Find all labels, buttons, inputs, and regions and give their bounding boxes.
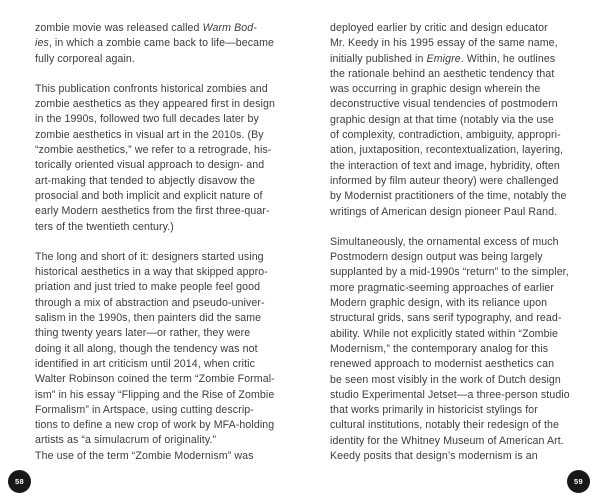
text-line xyxy=(330,113,593,128)
body-text: priation and just tried to make people feel good xyxy=(35,281,261,294)
body-text: . Within, he outlines xyxy=(460,52,556,65)
text-line xyxy=(35,372,298,387)
right-page-text-column xyxy=(330,21,593,464)
body-text: Postmodern design output was being largely xyxy=(330,251,543,264)
body-text: deconstructive visual tendencies of postmodern xyxy=(330,98,558,111)
body-text: salism in the 1990s, then painters did the same xyxy=(35,312,262,325)
body-text: This publication confronts historical zombies and xyxy=(35,82,268,95)
body-text: Formalism” in Artspace, using cutting descrip- xyxy=(35,403,254,416)
text-line xyxy=(330,403,593,418)
text-line xyxy=(35,204,298,219)
body-text: Modernism,” the contemporary analog for this xyxy=(330,342,549,355)
text-line xyxy=(35,342,298,357)
text-line xyxy=(330,159,593,174)
body-text: ation, juxtaposition, recontextualization, layering, xyxy=(330,144,564,157)
body-text: fully corporeal again. xyxy=(35,52,135,65)
text-line xyxy=(330,449,593,464)
text-line xyxy=(330,388,593,403)
body-text: more pragmatic-seeming approaches of earlier xyxy=(330,281,555,294)
text-line xyxy=(35,418,298,433)
text-line xyxy=(35,220,298,235)
body-text: doing it all along, though the tendency was not xyxy=(35,342,258,355)
text-line xyxy=(330,281,593,296)
italic-text: ies xyxy=(35,37,49,50)
italic-text: Emigre xyxy=(426,52,461,65)
paragraph xyxy=(35,21,298,67)
text-line xyxy=(35,112,298,127)
body-text: zombie aesthetics as they appeared first in design xyxy=(35,98,275,111)
text-line xyxy=(35,97,298,112)
text-line xyxy=(35,265,298,280)
body-text: ability. While not explicitly stated within “Zombie xyxy=(330,327,559,340)
text-line xyxy=(330,21,593,36)
text-line xyxy=(330,311,593,326)
left-page-number-badge: 58 xyxy=(8,470,31,493)
text-line xyxy=(330,174,593,189)
text-line xyxy=(35,280,298,295)
body-text: that works primarily in historicist stylings for xyxy=(330,404,538,417)
body-text: identified in art criticism until 2014, when critic xyxy=(35,357,256,370)
body-text: be seen most visibly in the work of Dutch design xyxy=(330,373,561,386)
body-text: zombie aesthetics in visual art in the 2010s. (By xyxy=(35,128,264,141)
text-line xyxy=(35,296,298,311)
body-text: informed by film auteur theory) were challenged xyxy=(330,174,559,187)
body-text: historical aesthetics in a way that skipped appro- xyxy=(35,266,268,279)
text-line xyxy=(35,158,298,173)
text-line xyxy=(330,235,593,250)
body-text: prosocial and both implicit and explicit nature of xyxy=(35,189,263,202)
body-text: Modern graphic design, with its reliance upon xyxy=(330,297,548,310)
text-line xyxy=(330,143,593,158)
body-text: artists as “a simulacrum of originality.” xyxy=(35,434,217,447)
text-line xyxy=(35,433,298,448)
text-line xyxy=(35,250,298,265)
body-text: Simultaneously, the ornamental excess of much xyxy=(330,235,559,248)
text-line xyxy=(330,52,593,67)
text-line xyxy=(330,36,593,51)
text-line xyxy=(35,21,298,36)
body-text: was occurring in graphic design wherein the xyxy=(330,83,541,96)
text-line xyxy=(35,449,298,464)
right-page-number-badge: 59 xyxy=(567,470,590,493)
body-text: writings of American design pioneer Paul Rand. xyxy=(330,205,558,218)
body-text: art-making that tended to abjectly disavow the xyxy=(35,174,256,187)
paragraph xyxy=(330,235,593,464)
text-line xyxy=(330,434,593,449)
italic-text: Warm Bod- xyxy=(202,22,257,34)
text-line xyxy=(330,357,593,372)
body-text: thing twenty years later—or rather, they were xyxy=(35,327,251,340)
right-page xyxy=(300,0,600,500)
paragraph xyxy=(35,82,298,235)
body-text: ters of the twentieth century.) xyxy=(35,220,174,233)
text-line xyxy=(330,205,593,220)
text-line xyxy=(35,388,298,403)
body-text: ism” in his essay “Flipping and the Rise of Zombie xyxy=(35,388,275,401)
text-line xyxy=(330,67,593,82)
paragraph xyxy=(330,21,593,220)
body-text: structural grids, sans serif typography, and read- xyxy=(330,312,562,325)
text-line xyxy=(330,342,593,357)
body-text: , in which a zombie came back to life—became xyxy=(48,37,275,50)
text-line xyxy=(35,326,298,341)
body-text: by Modernist practitioners of the time, notably the xyxy=(330,190,567,203)
text-line xyxy=(330,82,593,97)
body-text: The use of the term “Zombie Modernism” was xyxy=(35,449,254,462)
body-text: cultural institutions, notably their redesign of the xyxy=(330,419,559,432)
body-text: in the 1990s, followed two full decades later by xyxy=(35,113,259,126)
text-line xyxy=(330,189,593,204)
body-text: Walter Robinson coined the term “Zombie Formal- xyxy=(35,373,275,386)
body-text: of complexity, contradiction, ambiguity, appropri- xyxy=(330,129,561,142)
text-line xyxy=(330,265,593,280)
text-line xyxy=(35,52,298,67)
text-line xyxy=(35,403,298,418)
body-text: early Modern aesthetics from the first three-quar- xyxy=(35,205,270,218)
body-text: Keedy posits that design’s modernism is an xyxy=(330,450,538,463)
body-text: through a mix of abstraction and pseudo-univer- xyxy=(35,296,265,309)
body-text: supplanted by a mid-1990s “return” to the simpler, xyxy=(330,266,569,279)
text-line xyxy=(330,296,593,311)
body-text: “zombie aesthetics,” we refer to a retrograde, his- xyxy=(35,144,272,157)
text-line xyxy=(35,357,298,372)
paragraph xyxy=(35,250,298,464)
body-text: The long and short of it: designers started using xyxy=(35,250,264,263)
body-text: zombie movie was released called xyxy=(35,22,203,34)
text-line xyxy=(35,82,298,97)
body-text: graphic design at that time (notably via the use xyxy=(330,113,554,126)
body-text: deployed earlier by critic and design educator xyxy=(330,22,548,34)
text-line xyxy=(330,327,593,342)
body-text: Mr. Keedy in his 1995 essay of the same name, xyxy=(330,37,558,50)
text-line xyxy=(35,189,298,204)
body-text: the interaction of text and image, hybridity, often xyxy=(330,159,560,172)
text-line xyxy=(35,311,298,326)
text-line xyxy=(330,418,593,433)
body-text: tions to define a new crop of work by MFA-holding xyxy=(35,419,275,432)
body-text: studio Experimental Jetset—a three-person studio xyxy=(330,388,570,401)
body-text: renewed approach to modernist aesthetics can xyxy=(330,358,555,371)
text-line xyxy=(330,373,593,388)
text-line xyxy=(35,174,298,189)
text-line xyxy=(330,97,593,112)
body-text: initially published in xyxy=(330,52,427,65)
left-page-text-column xyxy=(35,21,298,464)
text-line xyxy=(35,128,298,143)
body-text: torically oriented visual approach to design- and xyxy=(35,159,265,172)
body-text: identity for the Whitney Museum of American Art. xyxy=(330,434,564,447)
text-line xyxy=(330,250,593,265)
text-line xyxy=(35,36,298,51)
body-text: the rationale behind an aesthetic tendency that xyxy=(330,67,555,80)
text-line xyxy=(330,128,593,143)
text-line xyxy=(35,143,298,158)
